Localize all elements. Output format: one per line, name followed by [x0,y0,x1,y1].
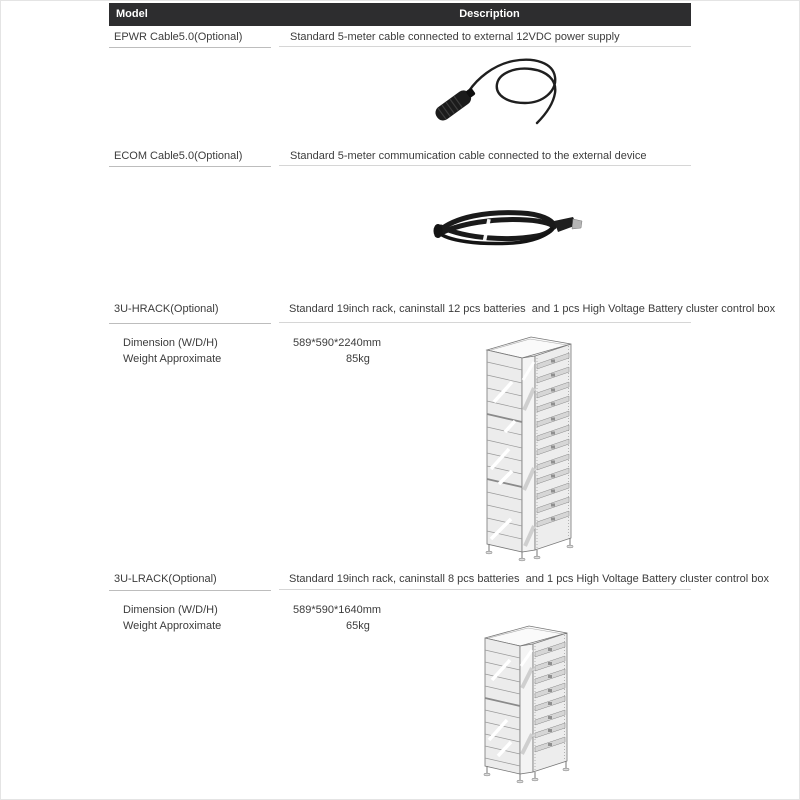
tall-battery-rack-drawing [469,332,575,568]
model-cell-ecom-cable: ECOM Cable5.0(Optional) [114,150,243,162]
model-cell-epwr-cable: EPWR Cable5.0(Optional) [114,31,243,43]
weight-label-hrack: Weight Approximate [123,353,222,365]
model-column-header: Model [116,8,148,20]
description-cell-ecom-cable: Standard 5-meter commumication cable connected to the external device [290,150,647,162]
model-cell-3u-lrack: 3U-LRACK(Optional) [114,573,217,585]
weight-value-lrack: 65kg [346,620,370,632]
row-divider [109,166,271,167]
row-divider [109,323,271,324]
weight-label-lrack: Weight Approximate [123,620,222,632]
dimension-label-hrack: Dimension (W/D/H) [123,337,218,349]
row-divider [279,46,691,47]
weight-value-hrack: 85kg [346,353,370,365]
description-cell-3u-hrack: Standard 19inch rack, caninstall 12 pcs batteries and 1 pcs High Voltage Battery cluster control box [289,303,776,315]
description-cell-epwr-cable: Standard 5-meter cable connected to external 12VDC power supply [290,31,620,43]
row-divider [109,590,271,591]
table-header-row [109,3,691,26]
ecom-communication-cable-photo [425,195,597,259]
row-divider [279,165,691,166]
dimension-label-lrack: Dimension (W/D/H) [123,604,218,616]
cable-connector [433,85,478,124]
description-column-header: Description [459,8,520,20]
description-cell-3u-lrack: Standard 19inch rack, caninstall 8 pcs batteries and 1 pcs High Voltage Battery cluster control box [289,573,769,585]
dimension-value-hrack: 589*590*2240mm [293,337,382,349]
dimension-value-lrack: 589*590*1640mm [293,604,382,616]
short-battery-rack-drawing [467,622,573,796]
model-cell-3u-hrack: 3U-HRACK(Optional) [114,303,219,315]
row-divider [279,322,691,323]
row-divider [109,47,271,48]
row-divider [279,589,691,590]
epwr-power-cable-photo [425,53,577,135]
